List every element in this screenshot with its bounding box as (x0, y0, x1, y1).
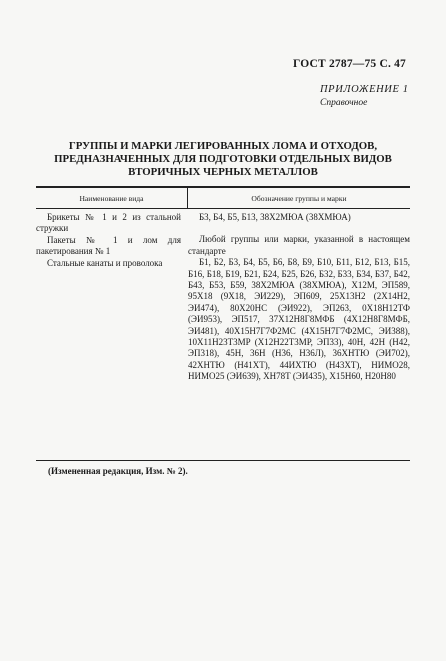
title-line-1: ГРУППЫ И МАРКИ ЛЕГИРОВАННЫХ ЛОМА И ОТХОДОВ, (68, 140, 378, 152)
table-top-rule (36, 186, 410, 188)
table-bottom-rule (36, 460, 410, 461)
table-row-designation: Любой группы или марки, указанной в настоящем стандарте (188, 234, 410, 256)
name-column (36, 212, 181, 269)
standard-page-header: ГОСТ 2787—75 С. 47 (293, 58, 406, 70)
appendix-label: ПРИЛОЖЕНИЕ 1 (320, 84, 409, 95)
table-row-name: Стальные канаты и проволока (47, 257, 163, 268)
table-row-designation: Б1, Б2, Б3, Б4, Б5, Б6, Б8, Б9, Б10, Б11, Б12, Б13, Б15, Б16, Б18, Б19, Б21, Б24, Б25, Б26, Б32, Б33, Б34, Б37, Б42, Б43, Б53, Б59, 38Х2МЮА (38ХМЮА), Х12М, ЭП589, 95Х18 (9Х18, ЭИ229), ЭП609, 25Х13Н2 (2Х14Н2, ЭИ474), 80Х20НС (ЭИ922), ЭП263, 0Х18Н12ТФ (ЭИ953), ЭП517, 37Х12Н8Г8МФБ (4Х12Н8Г8МФБ, ЭИ481), 40Х15Н7Г7Ф2МС (4Х15Н7Г7Ф2МС, ЭИ388), 10Х11Н23Т3МР (Х12Н22Т3МР, ЭП33), 40Н, 42Н (Н42, ЭП318), 45Н, 36Н (Н36, Н36Л), 36ХНТЮ (ЭИ702), 42ХНТЮ (Н41ХТ), 44ИХТЮ (Н43ХТ), НИМО28, НИМО25 (ЭИ639), ХН78Т (ЭИ435), Х15Н60, Н20Н80 (188, 257, 410, 382)
table-row-name: Пакеты № 1 и лом для пакетирования № 1 (36, 234, 181, 257)
table-row-name: Брикеты № 1 и 2 из стальной стружки (36, 212, 181, 234)
header-bottom-rule (36, 208, 410, 209)
column-header-designation: Обозначение группы и марки (251, 194, 347, 203)
title-line-2: ПРЕДНАЗНАЧЕННЫХ ДЛЯ ПОДГОТОВКИ ОТДЕЛЬНЫХ ВИДОВ (54, 153, 392, 165)
appendix-reference: Справочное (320, 98, 368, 108)
document-title (36, 140, 410, 179)
column-header-name: Наименование вида (79, 194, 144, 203)
title-line-3: ВТОРИЧНЫХ ЧЕРНЫХ МЕТАЛЛОВ (128, 166, 318, 178)
grades-table (36, 186, 410, 460)
designation-column (188, 212, 410, 383)
table-row-designation: Б3, Б4, Б5, Б13, 38Х2МЮА (38ХМЮА) (199, 212, 351, 222)
amendment-note: (Измененная редакция, Изм. № 2). (48, 466, 188, 476)
